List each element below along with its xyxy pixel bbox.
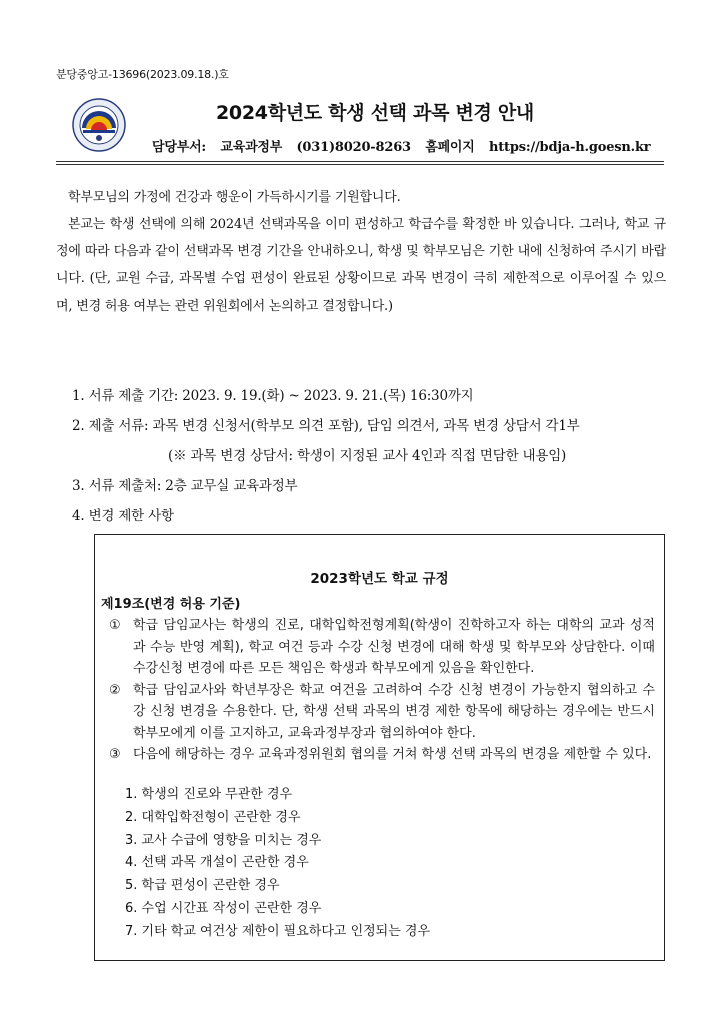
homepage-link[interactable]: https://bdja-h.goesn.kr	[488, 140, 651, 155]
list-item: 3. 서류 제출처: 2층 교무실 교육과정부	[72, 478, 298, 494]
list-item: 2. 제출 서류: 과목 변경 신청서(학부모 의견 포함), 담임 의견서, 과목 변경 상담서 각1부	[72, 418, 580, 434]
restriction-item: 4. 선택 과목 개설이 곤란한 경우	[125, 855, 309, 871]
clause-text: 다음에 해당하는 경우 교육과정위원회 협의를 거쳐 학생 선택 과목의 변경을 제한할 수 있다.	[133, 747, 652, 762]
clause-list	[109, 615, 655, 766]
contact-line	[152, 136, 650, 155]
list-item-note: (※ 과목 변경 상담서: 학생이 지정된 교사 4인과 직접 면담한 내용임)	[168, 448, 567, 464]
header-divider	[56, 161, 664, 162]
restriction-item: 6. 수업 시간표 작성이 곤란한 경우	[125, 900, 322, 916]
article-heading: 제19조(변경 허용 기준)	[101, 597, 241, 612]
intro-paragraph: 본교는 학생 선택에 의해 2024년 선택과목을 이미 편성하고 학급수를 확정한 바 있습니다. 그러나, 학교 규정에 따라 다음과 같이 선택과목 변경 기간을 안내하오니, 학생 및 학부모님은 기한 내에 신청하여 주시기 바랍니다. (단, 교원 수급, 과목별 수업 편성이 완료된 상황이므로 과목 변경이 극히 제한적으로 이루어질 수 있으며, 변경 허용 여부는 관련 위원회에서 논의하고 결정합니다.)	[56, 217, 666, 314]
clause-number: ③	[109, 747, 121, 762]
greeting-text: 학부모님의 가정에 건강과 행운이 가득하시기를 기원합니다.	[68, 190, 401, 205]
clause-item	[109, 680, 655, 745]
restriction-item: 2. 대학입학전형이 곤란한 경우	[125, 809, 301, 825]
restriction-item: 3. 교사 수급에 영향을 미치는 경우	[125, 832, 322, 848]
document-number: 분당중앙고-13696(2023.09.18.)호	[56, 68, 229, 81]
regulation-title: 2023학년도 학교 규정	[310, 571, 449, 587]
clause-text: 학급 담임교사와 학년부장은 학교 여건을 고려하여 수강 신청 변경이 가능한지 협의하고 수강 신청 변경을 수용한다. 단, 학생 선택 과목의 변경 제한 항목에 해당하는 경우에는 반드시 학부모에게 이를 고지하고, 교육과정부장과 협의하여야 한다.	[133, 682, 655, 741]
clause-item	[109, 615, 655, 680]
page-title: 2024학년도 학생 선택 과목 변경 안내	[216, 102, 534, 124]
clause-text: 학급 담임교사는 학생의 진로, 대학입학전형계획(학생이 진학하고자 하는 대학의 교과 성적과 수능 반영 계획), 학교 여건 등과 수강 신청 변경에 대해 학생 및 학부모와 상담한다. 이때 수강신청 변경에 따른 모든 책임은 학생과 학부모에게 있음을 확인한다.	[133, 618, 655, 676]
homepage-label: 홈페이지	[425, 140, 475, 155]
regulation-box	[94, 534, 665, 961]
header-divider	[56, 164, 664, 165]
restriction-item: 7. 기타 학교 여건상 제한이 필요하다고 인정되는 경우	[125, 923, 431, 939]
restriction-item: 1. 학생의 진로와 무관한 경우	[125, 787, 293, 802]
list-item: 4. 변경 제한 사항	[72, 508, 174, 524]
clause-item	[109, 744, 655, 766]
restriction-list	[125, 784, 430, 944]
restriction-item: 5. 학급 편성이 곤란한 경우	[125, 878, 280, 894]
phone-number: (031)8020-8263	[296, 140, 411, 155]
department-label: 담당부서:	[152, 140, 207, 155]
department-name: 교육과정부	[220, 140, 283, 155]
list-item: 1. 서류 제출 기간: 2023. 9. 19.(화) ~ 2023. 9. 21.(목) 16:30까지	[72, 388, 474, 404]
clause-number: ②	[109, 682, 121, 698]
clause-number: ①	[109, 618, 121, 633]
